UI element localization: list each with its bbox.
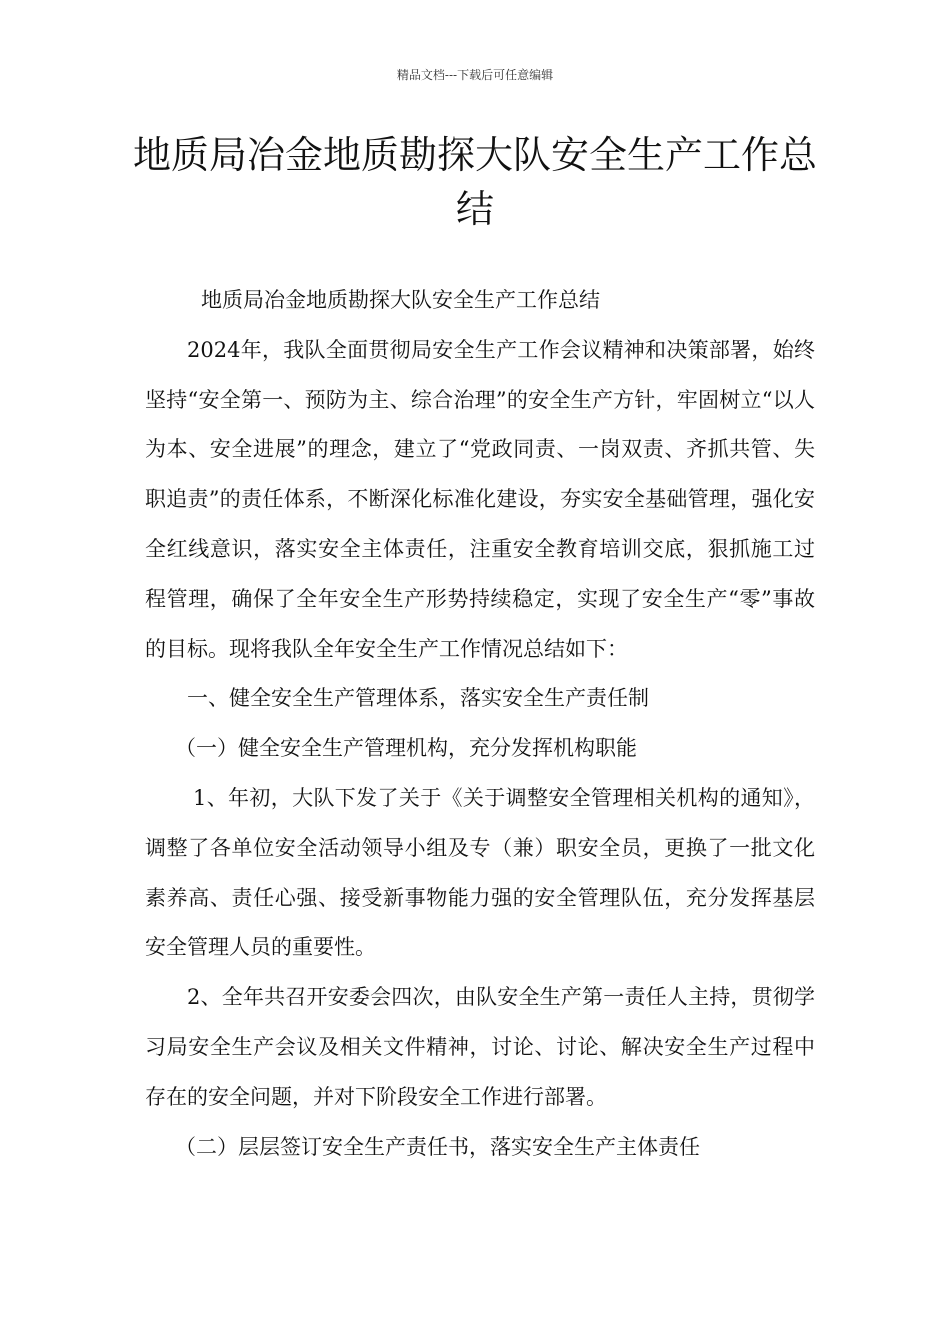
intro-paragraph: 2024年，我队全面贯彻局安全生产工作会议精神和决策部署，始终坚持“安全第一、预防为主、综合治理”的安全生产方针，牢固树立“以人为本、安全进展”的理念，建立了“党政同责、一岗双责、齐抓共管、失职追责”的责任体系，不断深化标准化建设，夯实安全基础管理，强化安全红线意识，落实安全主体责任，注重安全教育培训交底，狠抓施工过程管理，确保了全年安全生产形势持续稳定，实现了安全生产“零”事故的目标。现将我队全年安全生产工作情况总结如下：: [145, 337, 815, 661]
subsection-heading-2: （二）层层签订安全生产责任书，落实安全生产主体责任: [175, 1134, 700, 1159]
document-body: [145, 276, 815, 1172]
document-title: 地质局冶金地质勘探大队安全生产工作总结: [132, 133, 817, 231]
page-header: 精品文档---下载后可任意编辑: [396, 68, 554, 82]
section-heading-1: 一、健全安全生产管理体系，落实安全生产责任制: [187, 686, 649, 711]
item-paragraph-1: 1、年初，大队下发了关于《关于调整安全管理相关机构的通知》，调整了各单位安全活动领导小组及专（兼）职安全员，更换了一批文化素养高、责任心强、接受新事物能力强的安全管理队伍，充分发挥基层安全管理人员的重要性。: [145, 785, 815, 960]
item-paragraph-2: 2、全年共召开安委会四次，由队安全生产第一责任人主持，贯彻学习局安全生产会议及相关文件精神，讨论、讨论、解决安全生产过程中存在的安全问题，并对下阶段安全工作进行部署。: [145, 985, 815, 1109]
subsection-heading-1: （一）健全安全生产管理机构，充分发挥机构职能: [175, 736, 637, 761]
body-heading: 地质局冶金地质勘探大队安全生产工作总结: [201, 288, 600, 312]
